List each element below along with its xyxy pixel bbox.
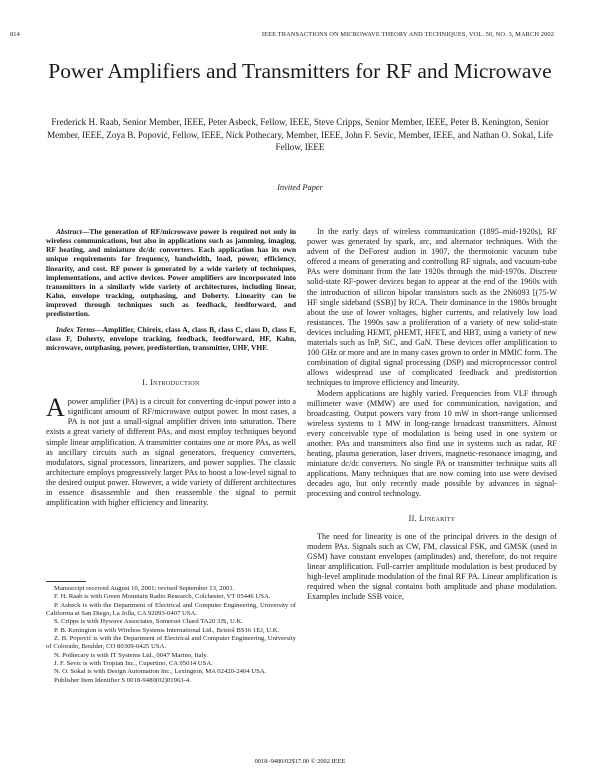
invited-paper-label: Invited Paper	[277, 183, 323, 192]
abstract-text: The generation of RF/microwave power is required not only in wireless communications, but also in applications such as jamming, imaging, RF heating, and miniature dc/dc converters. Each application has its own unique requirements for frequency, bandwidth, load, power, efficiency, linearity, and cost. RF power is generated by a wide variety of techniques, implementations, and active devices. Power amplifiers are incorporated into transmitters in a similarly wide variety of architectures, including linear, Kahn, envelope tracking, outphasing, and Doherty. Linearity can be improved through techniques such as feedback, feedforward, and predistortion.	[46, 227, 296, 319]
footnote-rule	[46, 581, 86, 582]
paper-title: Power Amplifiers and Transmitters for RF and Microwave	[48, 59, 552, 83]
section-heading-linearity: II. Linearity	[408, 513, 456, 523]
abstract	[46, 227, 296, 319]
left-column	[46, 227, 296, 508]
footnote-identifier: Publisher Item Identifier S 0018-9480(02)01963-4.	[54, 676, 191, 684]
footnote-affiliation: Z. B. Popović is with the Department of Electrical and Computer Engineering, University of Colorado, Boulder, CO 80309-0425 USA.	[46, 635, 296, 651]
abstract-label: Abstract—	[56, 227, 90, 236]
index-terms-text: Amplifier, Chireix, class A, class B, class C, class D, class E, class F, Doherty, envelope tracking, feedback, feedforward, HF, Kahn, microwave, outphasing, power, predistortion, transmitter, UHF, VHF.	[46, 324, 297, 352]
index-terms-label: Index Terms—	[56, 324, 103, 334]
applications-paragraph: Modern applications are highly varied. Frequencies from VLF through millimeter wave (MMW) are used for communication, navigation, and broadcasting. Output powers vary from 10 mW in short-range unlicensed wireless systems to 1 MW in long-range broadcast transmitters. Almost every conceivable type of modulation is being used in one system or another. PAs and transmitters also find use in systems such as radar, RF heating, plasma generation, laser drivers, magnetic-resonance imaging, and miniature dc/dc converters. No single PA or transmitter technique suits all applications. Many techniques that are now coming into use were devised decades ago, but only recently made possible by advances in signal-processing and control technology.	[307, 388, 557, 499]
right-column	[307, 227, 557, 602]
footnote-affiliation: N. O. Sokal is with Design Automation Inc., Lexington, MA 02420-2404 USA.	[54, 668, 267, 676]
linearity-paragraph: The need for linearity is one of the principal drivers in the design of modern PAs. Signals such as CW, FM, classical FSK, and GMSK (used in GSM) have constant envelopes (amplitudes) and, therefore, do not require linear amplification. Full-carrier amplitude modulation is best produced by high-level amplitude modulation of the final RF PA. Linear amplification is required when the signal contains both amplitude and phase modulation. Examples include SSB voice,	[307, 531, 557, 602]
footnote-affiliation: N. Pothecary is with IT Systems Ltd., 0047 Marino, Italy.	[54, 651, 208, 659]
footnote-affiliation: F. H. Raab is with Green Mountain Radio Research, Colchester, VT 05446 USA.	[54, 593, 271, 601]
footnote-received: Manuscript received August 10, 2001; revised September 13, 2001.	[54, 585, 235, 592]
copyright-footer: 0018–9480/02$17.00 © 2002 IEEE	[254, 758, 346, 765]
page-number: 814	[10, 31, 20, 38]
section-heading-introduction: I. Introduction	[142, 378, 200, 388]
footnotes	[46, 585, 296, 685]
intro-text: power amplifier (PA) is a circuit for converting dc-input power into a significant amount of RF/microwave output power. In most cases, a PA is not just a small-signal amplifier driven into saturation. There exists a great variety of different PAs, and most employ techniques beyond simple linear amplification. A transmitter contains one or more PAs, as well as ancillary circuits such as signal generators, frequency converters, modulators, signal processors, linearizers, and power supplies. The classic architecture employs progressively larger PAs to boost a low-level signal to the desired output power. However, a wide variety of different architectures in essence disassemble and then reassemble the signal to permit amplification with higher efficiency and linearity.	[46, 397, 296, 508]
history-paragraph: In the early days of wireless communication (1895–mid-1920s), RF power was generated by spark, arc, and alternator techniques. With the advent of the DeForest audion in 1907, the thermoionic vacuum tube offered a means of generating and controlling RF signals, and vacuum-tube PAs were dominant from the late 1920s through the mid-1970s. Discrete solid-state RF-power devices began to appear at the end of the 1960s with the introduction of silicon bipolar transistors such as the 2N6093 [(75-W HF single sideband (SSB)] by RCA. Their dominance in the 1980s brought about the use of lower voltages, higher currents, and relatively low load resistances. The 1990s saw a proliferation of a variety of new solid-state devices including HEMT, pHEMT, HFET, and HBT, using a variety of new materials such as InP, SiC, and GaN. These devices offer amplification to 100 GHz or more and are in many cases grown to order in MMIC form. The combination of digital signal processing (DSP) and microprocessor control allows widespread use of complicated feedback and predistortion techniques to improve efficiency and linearity.	[307, 227, 557, 388]
intro-paragraph	[46, 393, 296, 508]
journal-header: IEEE TRANSACTIONS ON MICROWAVE THEORY AND TECHNIQUES, VOL. 50, NO. 3, MARCH 2002	[261, 31, 554, 38]
footnote-affiliation: P. Asbeck is with the Department of Electrical and Computer Engineering, University of California at San Diego, La Jolla, CA 92093-0407 USA.	[46, 601, 296, 618]
index-terms	[46, 325, 296, 352]
author-list: Frederick H. Raab, Senior Member, IEEE, Peter Asbeck, Fellow, IEEE, Steve Cripps, Senior Member, IEEE, Peter B. Kenington, Senior Member, IEEE, Zoya B. Popović, Fellow, IEEE, Nick Pothecary, Member, IEEE, John F. Sevic, Member, IEEE, and Nathan O. Sokal, Life Fellow, IEEE	[47, 117, 553, 153]
footnote-affiliation: J. F. Sevic is with Tropian Inc., Cupertino, CA 95014 USA.	[54, 660, 213, 668]
footnote-affiliation: P. B. Kenington is with Wireless Systems International Ltd., Bristol BS16 1EJ, U.K.	[54, 626, 280, 634]
footnote-affiliation: S. Cripps is with Hywave Associates, Somerset Chard TA20 3JS, U.K.	[54, 618, 243, 626]
drop-cap: A	[46, 393, 65, 423]
